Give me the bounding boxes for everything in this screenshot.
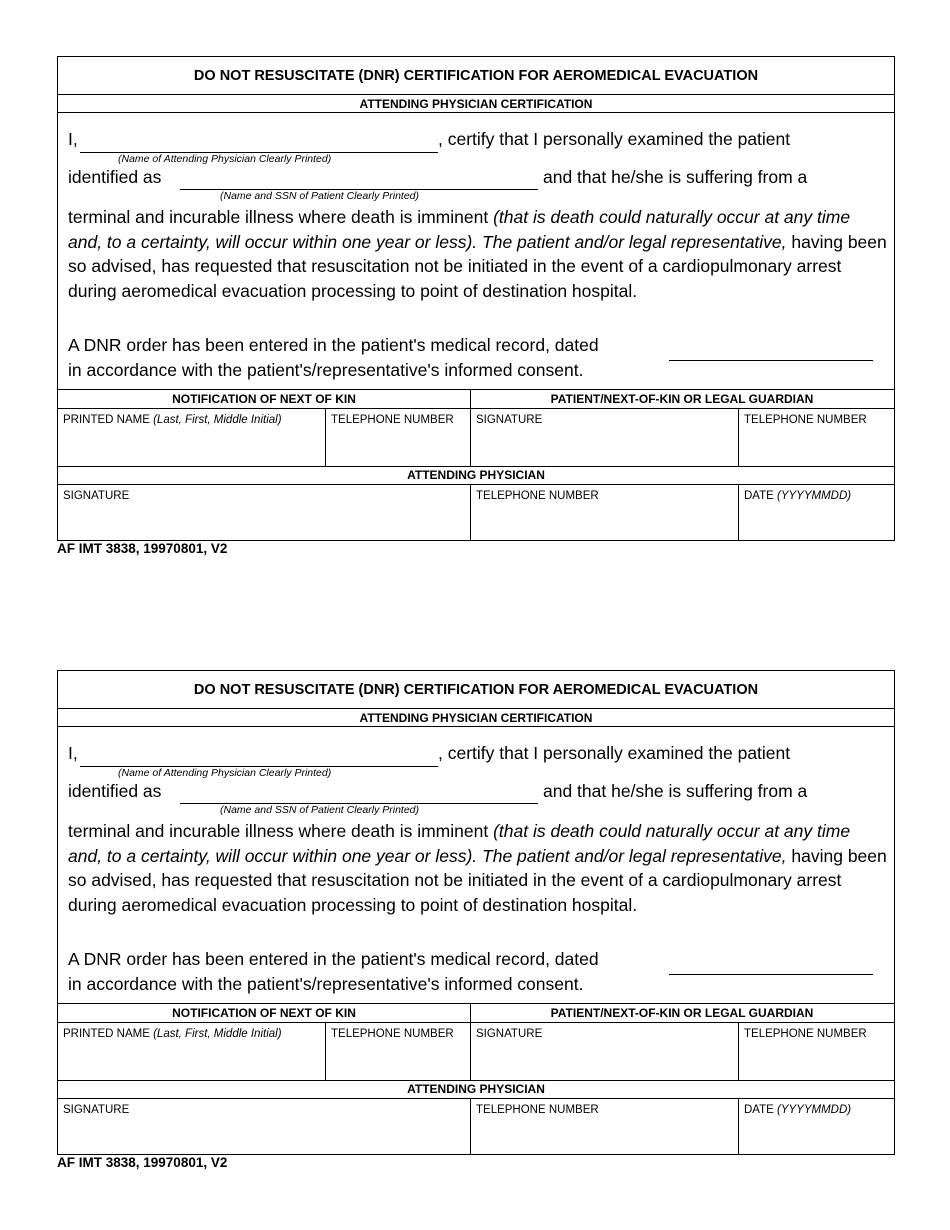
line1-prefix: I,	[68, 743, 78, 763]
para-italic: (that is death could naturally occur at any time and, to a certainty, will occur within one year or less). The patient and/or legal representative,	[68, 207, 851, 252]
line2-suffix: and that he/she is suffering from a	[543, 167, 808, 187]
certification-paragraph	[68, 205, 888, 303]
attending-header: ATTENDING PHYSICIAN	[407, 468, 545, 482]
para-italic: (that is death could naturally occur at any time and, to a certainty, will occur within one year or less). The patient and/or legal representative,	[68, 821, 851, 866]
nok-telephone-cell[interactable]: TELEPHONE NUMBER	[331, 1028, 454, 1040]
printed-name-cell[interactable]	[63, 1028, 282, 1040]
physician-name-caption: (Name of Attending Physician Clearly Printed)	[118, 153, 332, 165]
line2-prefix: identified as	[68, 781, 162, 801]
attending-header: ATTENDING PHYSICIAN	[407, 1082, 545, 1096]
date-format: (YYYYMMDD)	[777, 490, 852, 502]
nok-telephone-cell[interactable]: TELEPHONE NUMBER	[331, 414, 454, 426]
form-footer: AF IMT 3838, 19970801, V2	[57, 541, 228, 556]
physician-signature-cell[interactable]: SIGNATURE	[63, 490, 130, 502]
dnr-date-field[interactable]	[669, 974, 873, 975]
date-label: DATE	[744, 490, 778, 502]
line2-prefix: identified as	[68, 167, 162, 187]
dnr-statement	[68, 947, 599, 996]
line1-suffix: , certify that I personally examined the patient	[438, 129, 791, 149]
physician-signature-cell[interactable]: SIGNATURE	[63, 1104, 130, 1116]
dnr-line-1: A DNR order has been entered in the patient's medical record, dated	[68, 335, 599, 355]
dnr-line-2: in accordance with the patient's/representative's informed consent.	[68, 973, 584, 994]
printed-name-cell[interactable]	[63, 414, 282, 426]
certification-paragraph	[68, 819, 888, 917]
guardian-header: PATIENT/NEXT-OF-KIN OR LEGAL GUARDIAN	[550, 1006, 814, 1020]
section-header: ATTENDING PHYSICIAN CERTIFICATION	[58, 709, 894, 727]
date-cell[interactable]	[744, 490, 851, 502]
form-title: DO NOT RESUSCITATE (DNR) CERTIFICATION FOR AEROMEDICAL EVACUATION	[58, 671, 894, 709]
signature-grid	[58, 1003, 894, 1154]
date-label: DATE	[744, 1104, 778, 1116]
dnr-form-2	[57, 670, 895, 1170]
para-text-1: terminal and incurable illness where death is imminent	[68, 821, 494, 841]
physician-telephone-cell[interactable]: TELEPHONE NUMBER	[476, 1104, 599, 1116]
dnr-line-2: in accordance with the patient's/representative's informed consent.	[68, 359, 584, 380]
dnr-date-field[interactable]	[669, 360, 873, 361]
guardian-signature-cell[interactable]: SIGNATURE	[476, 414, 543, 426]
guardian-header: PATIENT/NEXT-OF-KIN OR LEGAL GUARDIAN	[550, 392, 814, 406]
form-box	[57, 670, 895, 1155]
physician-telephone-cell[interactable]: TELEPHONE NUMBER	[476, 490, 599, 502]
line1-suffix: , certify that I personally examined the patient	[438, 743, 791, 763]
para-text-2: having been so advised, has requested that resuscitation not be initiated in the event of a cardiopulmonary arrest during aeromedical evacuation processing to point of destination hospital.	[68, 231, 887, 301]
line1-prefix: I,	[68, 129, 78, 149]
guardian-signature-cell[interactable]: SIGNATURE	[476, 1028, 543, 1040]
guardian-telephone-cell[interactable]: TELEPHONE NUMBER	[744, 1028, 867, 1040]
guardian-telephone-cell[interactable]: TELEPHONE NUMBER	[744, 414, 867, 426]
physician-name-caption: (Name of Attending Physician Clearly Printed)	[118, 767, 332, 779]
section-header: ATTENDING PHYSICIAN CERTIFICATION	[58, 95, 894, 113]
printed-name-label: PRINTED NAME	[63, 414, 154, 426]
date-cell[interactable]	[744, 1104, 851, 1116]
patient-name-caption: (Name and SSN of Patient Clearly Printed)	[220, 190, 420, 202]
dnr-form-1	[57, 56, 895, 556]
printed-name-label: PRINTED NAME	[63, 1028, 154, 1040]
patient-name-caption: (Name and SSN of Patient Clearly Printed)	[220, 804, 420, 816]
form-footer: AF IMT 3838, 19970801, V2	[57, 1155, 228, 1170]
printed-name-italic: (Last, First, Middle Initial)	[153, 414, 282, 426]
dnr-statement	[68, 333, 599, 382]
printed-name-italic: (Last, First, Middle Initial)	[153, 1028, 282, 1040]
para-text-2: having been so advised, has requested that resuscitation not be initiated in the event of a cardiopulmonary arrest during aeromedical evacuation processing to point of destination hospital.	[68, 845, 887, 915]
para-text-1: terminal and incurable illness where death is imminent	[68, 207, 494, 227]
form-box	[57, 56, 895, 541]
signature-grid	[58, 389, 894, 540]
nok-header: NOTIFICATION OF NEXT OF KIN	[172, 392, 356, 406]
dnr-line-1: A DNR order has been entered in the patient's medical record, dated	[68, 949, 599, 969]
nok-header: NOTIFICATION OF NEXT OF KIN	[172, 1006, 356, 1020]
line2-suffix: and that he/she is suffering from a	[543, 781, 808, 801]
form-title: DO NOT RESUSCITATE (DNR) CERTIFICATION FOR AEROMEDICAL EVACUATION	[58, 57, 894, 95]
date-format: (YYYYMMDD)	[777, 1104, 852, 1116]
